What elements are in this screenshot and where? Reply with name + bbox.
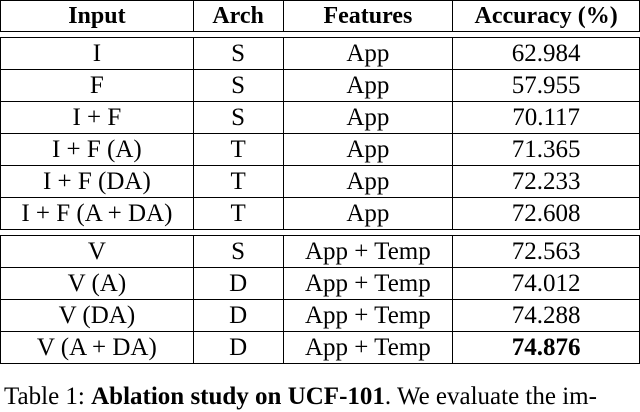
cell-accuracy: 74.288 xyxy=(453,300,640,332)
cell-features: App + Temp xyxy=(283,332,453,364)
cell-accuracy: 72.608 xyxy=(453,198,640,230)
cell-accuracy-best: 74.876 xyxy=(453,332,640,364)
cell-accuracy: 57.955 xyxy=(453,70,640,102)
header-arch: Arch xyxy=(193,1,283,32)
cell-features: App xyxy=(283,102,453,134)
cell-arch: S xyxy=(193,236,283,268)
cell-features: App xyxy=(283,134,453,166)
cell-features: App xyxy=(283,166,453,198)
cell-features: App + Temp xyxy=(283,236,453,268)
cell-arch: D xyxy=(193,332,283,364)
caption-text: . We evaluate the im- xyxy=(384,383,597,410)
table-row xyxy=(1,268,640,300)
cell-arch: T xyxy=(193,134,283,166)
cell-features: App xyxy=(283,70,453,102)
caption-title: Ablation study on UCF-101 xyxy=(91,383,385,410)
cell-features: App + Temp xyxy=(283,268,453,300)
cell-features: App xyxy=(283,198,453,230)
cell-accuracy: 62.984 xyxy=(453,38,640,70)
cell-accuracy: 71.365 xyxy=(453,134,640,166)
cell-arch: T xyxy=(193,166,283,198)
cell-accuracy: 74.012 xyxy=(453,268,640,300)
cell-input: I + F (DA) xyxy=(1,166,194,198)
cell-arch: S xyxy=(193,38,283,70)
cell-input: I + F (A) xyxy=(1,134,194,166)
cell-input: V (A) xyxy=(1,268,194,300)
caption-label: Table 1: xyxy=(4,383,92,410)
cell-accuracy: 70.117 xyxy=(453,102,640,134)
cell-input: V (A + DA) xyxy=(1,332,194,364)
header-input: Input xyxy=(1,1,194,32)
cell-input: V xyxy=(1,236,194,268)
header-features: Features xyxy=(283,1,453,32)
cell-arch: S xyxy=(193,102,283,134)
cell-accuracy: 72.563 xyxy=(453,236,640,268)
table-row xyxy=(1,300,640,332)
table-row xyxy=(1,102,640,134)
table-caption xyxy=(4,382,640,412)
table-row xyxy=(1,198,640,230)
cell-input: I + F (A + DA) xyxy=(1,198,194,230)
header-accuracy: Accuracy (%) xyxy=(453,1,640,32)
cell-accuracy: 72.233 xyxy=(453,166,640,198)
table-row xyxy=(1,134,640,166)
table-row xyxy=(1,236,640,268)
cell-arch: S xyxy=(193,70,283,102)
table-row xyxy=(1,70,640,102)
table-row xyxy=(1,38,640,70)
cell-features: App xyxy=(283,38,453,70)
header-row xyxy=(1,1,640,32)
table-row xyxy=(1,332,640,364)
cell-input: I + F xyxy=(1,102,194,134)
cell-input: V (DA) xyxy=(1,300,194,332)
cell-input: F xyxy=(1,70,194,102)
cell-arch: T xyxy=(193,198,283,230)
cell-arch: D xyxy=(193,300,283,332)
cell-features: App + Temp xyxy=(283,300,453,332)
cell-arch: D xyxy=(193,268,283,300)
table-row xyxy=(1,166,640,198)
cell-input: I xyxy=(1,38,194,70)
